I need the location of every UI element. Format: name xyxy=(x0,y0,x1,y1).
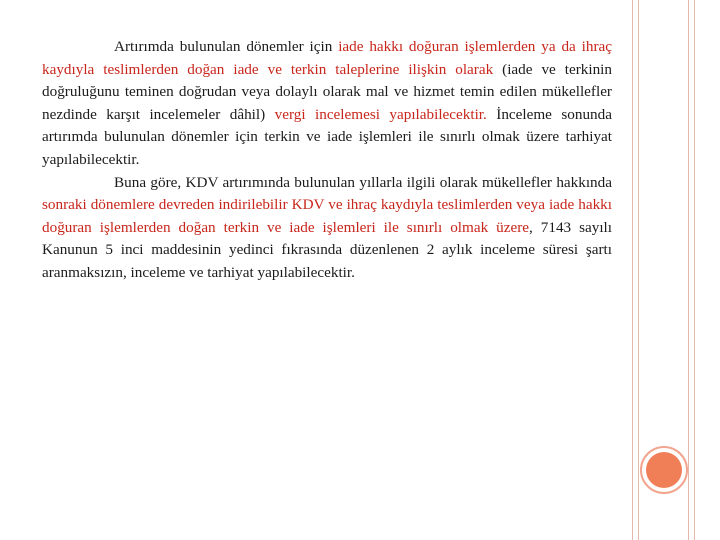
text-segment: , 7143 sayılı Kanunun 5 inci maddesinin yedinci fıkrasında düzenlenen 2 aylık inceleme süresi şartı aranmaksızın, inceleme ve tarhiyat yapılabilecektir. xyxy=(42,218,612,281)
decorative-rail-line xyxy=(694,0,695,540)
highlighted-text: vergi incelemesi yapılabilecektir. xyxy=(274,105,487,123)
decorative-rail-line xyxy=(632,0,633,540)
text-segment: Artırımda bulunulan dönemler için xyxy=(114,38,339,55)
decorative-rail-line xyxy=(688,0,689,540)
text-segment: İnceleme sonunda artırımda bulunulan dönemler için terkin ve iade işlemleri ile sınırlı olmak üzere tarhiyat yapılabilecektir. xyxy=(42,105,612,168)
decorative-circle xyxy=(640,446,688,494)
text-segment: (iade ve terkinin doğruluğunu teminen doğrudan veya dolaylı olarak mal ve hizmet temin edilen mükellefler nezdinde karşıt incelemeler dâhil) xyxy=(42,60,612,123)
slide-body xyxy=(42,36,612,285)
highlighted-text: iade hakkı doğuran işlemlerden ya da ihraç kaydıyla teslimlerden doğan iade ve terkin taleplerine ilişkin olarak xyxy=(42,38,612,78)
paragraph-1 xyxy=(42,36,612,172)
highlighted-text: sonraki dönemlere devreden indirilebilir KDV ve ihraç kaydıyla teslimlerden veya iade hakkı doğuran işlemlerden doğan terkin ve iade işlemleri ile sınırlı olmak üzere xyxy=(42,196,612,236)
text-segment: Buna göre, KDV artırımında bulunulan yıllarla ilgili olarak mükellefler hakkında xyxy=(114,173,612,191)
paragraph-2 xyxy=(42,172,612,285)
decorative-circle-dot xyxy=(646,452,682,488)
decorative-rail-line xyxy=(638,0,639,540)
